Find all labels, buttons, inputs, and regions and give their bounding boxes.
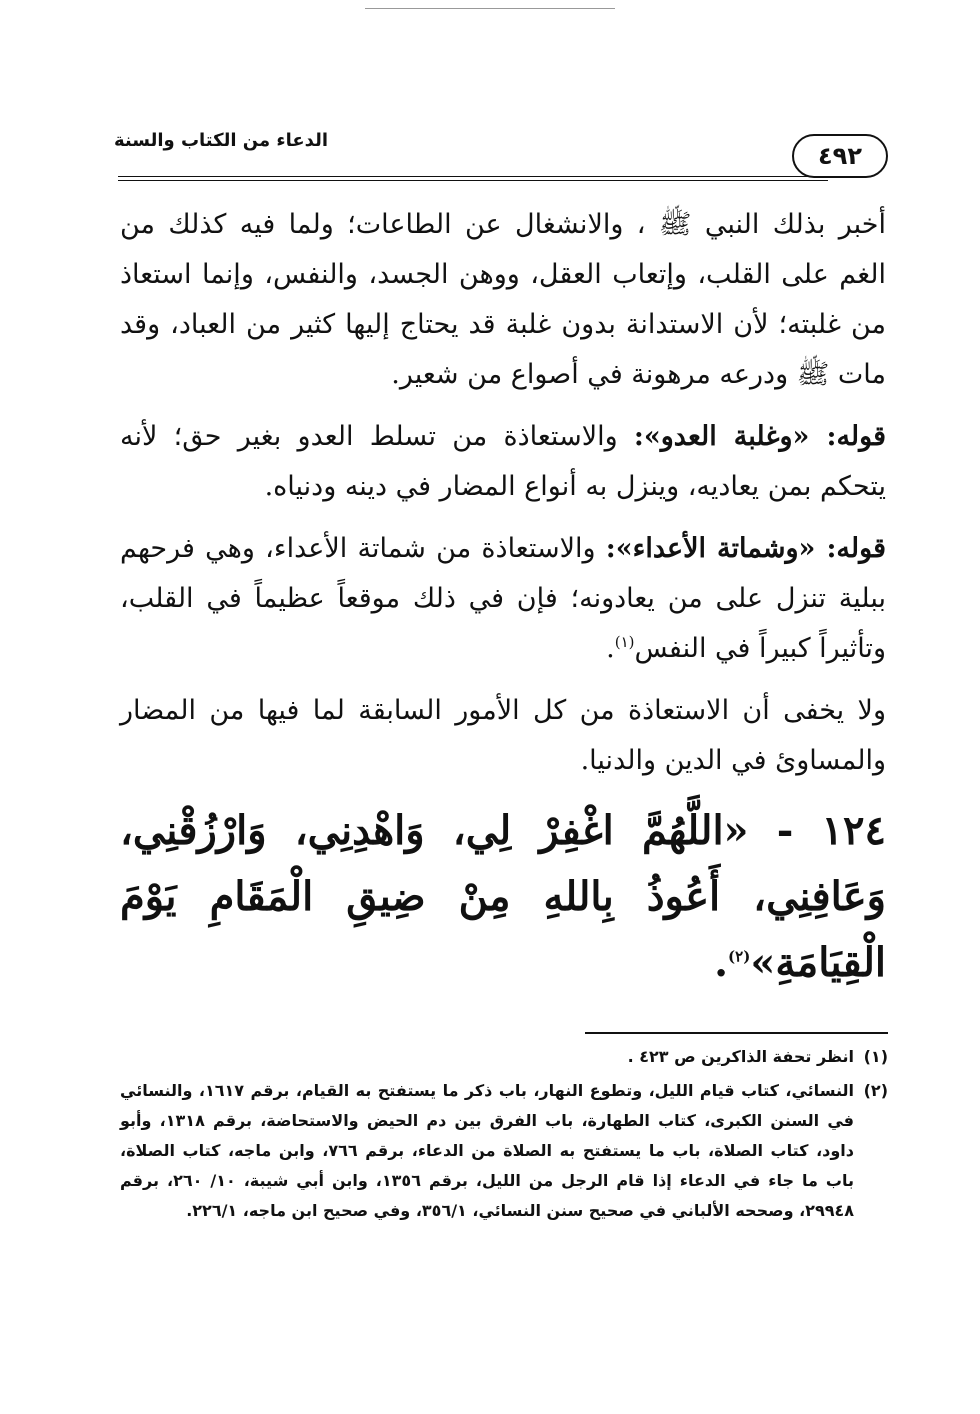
paragraph-3 (120, 524, 886, 674)
paragraph-3-text: والاستعاذة من شماتة الأعداء، وهي فرحهم ببلية تنزل على من يعادونه؛ فإن في ذلك موقعاً عظيماً في القلب، وتأثيراً كبيراً في النفس (120, 533, 886, 664)
paragraph-2-lead: قوله: «وغلبة العدو»: (633, 421, 886, 452)
footnote-number: (٢) (863, 1081, 888, 1100)
main-text (120, 200, 886, 1008)
footnote-1 (120, 1042, 888, 1072)
paragraph-3-lead: قوله: «وشماتة الأعداء»: (605, 533, 886, 564)
footnote-2 (120, 1076, 888, 1226)
paragraph-4: ولا يخفى أن الاستعاذة من كل الأمور السابقة لما فيها من المضار والمساوئ في الدين والدنيا. (120, 695, 886, 776)
footnote-number: (١) (863, 1047, 888, 1066)
paragraph-1: أخبر بذلك النبي ﷺ ، والانشغال عن الطاعات؛ ولما فيه كذلك من الغم على القلب، وإتعاب العقل، ووهن الجسد، والنفس، وإنما استعاذ من غلبته؛ لأن الاستدانة بدون غلبة قد يحتاج إليها كثير من العباد، وقد مات ﷺ ودرعه مرهونة في أصواع من شعير. (120, 209, 886, 390)
footnote-ref-2[interactable]: (٢) (728, 947, 751, 966)
paragraph-2-text: والاستعاذة من تسلط العدو بغير حق؛ لأنه يتحكم بمن يعاديه، وينزل به أنواع المضار في دينه ودنياه. (120, 421, 886, 502)
paragraph-3-end: . (606, 633, 615, 664)
footnote-separator (585, 1032, 888, 1034)
page-number-badge: ٤٩٢ (792, 134, 888, 178)
hadith-124 (120, 798, 886, 996)
header-rule (118, 176, 828, 181)
footnote-text: النسائي، كتاب قيام الليل، وتطوع النهار، باب ذكر ما يستفتح به القيام، برقم ١٦١٧، والنسائي في السنن الكبرى، كتاب الطهارة، باب الفرق بين دم الحيض والاستحاضة، برقم ١٣١٨، وأبو داود، كتاب الصلاة، باب ما يستفتح به الصلاة من الدعاء، برقم ٧٦٦، وابن ماجه، كتاب الصلاة، باب ما جاء في الدعاء إذا قام الرجل من الليل، برقم ١٣٥٦، وابن أبي شيبة، ١٠/ ٢٦٠، برقم ٢٩٩٤٨، وصححه الألباني في صحيح سنن النسائي، ٣٥٦/١، وفي صحيح ابن ماجه، ٢٢٦/١. (120, 1081, 855, 1220)
footnote-ref-1[interactable]: (١) (614, 633, 635, 651)
header-title: الدعاء من الكتاب والسنة (113, 130, 328, 151)
footnotes (120, 1042, 888, 1230)
paragraph-2 (120, 412, 886, 512)
footnote-text: انظر تحفة الذاكرين ص ٤٢٣ . (627, 1047, 854, 1066)
hadith-end: . (714, 939, 729, 986)
running-header (113, 128, 888, 188)
top-edge-rule (365, 8, 615, 9)
hadith-text: ١٢٤ - «اللَّهُمَّ اغْفِرْ لِي، وَاهْدِنِي، وَارْزُقْنِي، وَعَافِنِي، أَعُوذُ بِاللهِ مِنْ ضِيقِ الْمَقَامِ يَوْمَ الْقِيَامَةِ» (120, 807, 886, 986)
